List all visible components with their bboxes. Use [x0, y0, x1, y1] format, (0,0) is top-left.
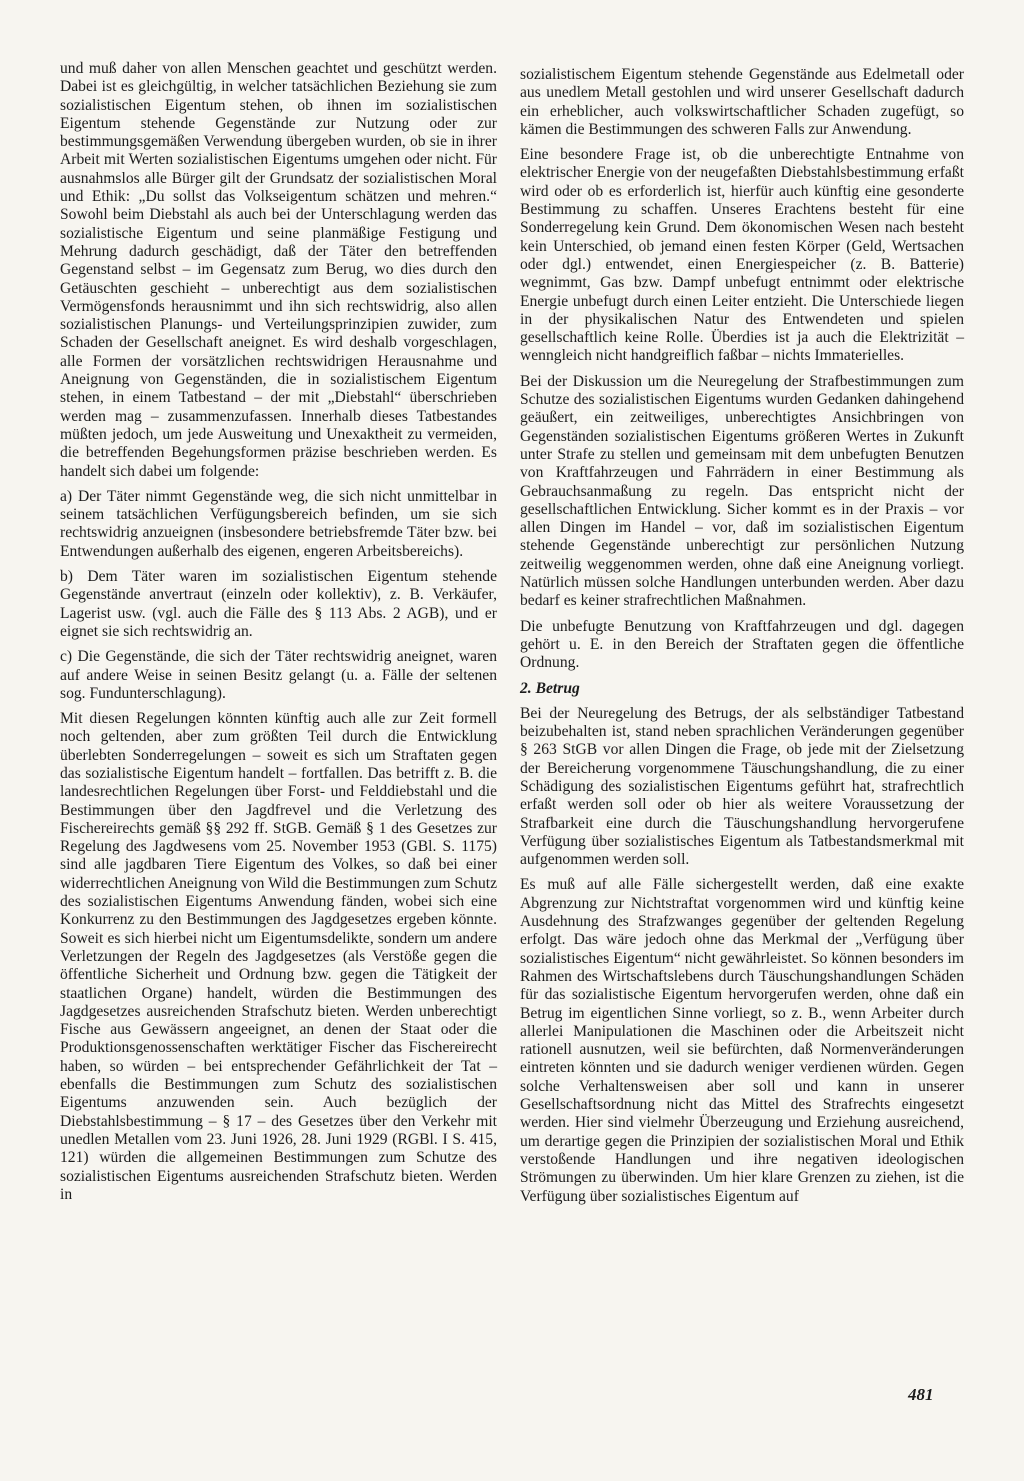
- paragraph: a) Der Täter nimmt Gegenstände weg, die sich nicht unmittelbar in seinem tatsächlichen Verfügungsbereich befinden, um sie sich rechtswidrig anzueignen (insbesondere betriebsfremde Täter bzw. bei Entwendungen außerhalb des eigenen, engeren Arbeitsbereichs).: [60, 487, 497, 560]
- paragraph: b) Dem Täter waren im sozialistischen Eigentum stehende Gegenstände anvertraut (einzeln oder kollektiv), z. B. Verkäufer, Lagerist usw. (vgl. auch die Fälle des § 113 Abs. 2 AGB), und er eignet sie sich rechtswidrig an.: [60, 568, 497, 640]
- right-column: [520, 66, 964, 1213]
- section-heading: 2. Betrug: [520, 679, 580, 697]
- paragraph: und muß daher von allen Menschen geachtet und geschützt werden. Dabei ist es gleichgültig, in welcher tatsächlichen Beziehung sie zum sozialistischen Eigentum stehen, ob ihnen im sozialistischen Eigentum stehende Gegenstände zur Nutzung oder zur bestimmungsgemäßen Verwendung übergeben wurden, ob sie in ihrer Arbeit mit Werten sozialistischen Eigentums umgehen oder nicht. Für ausnahmslos alle Bürger gilt der Grundsatz der sozialistischen Moral und Ethik: „Du sollst das Volkseigentum schätzen und mehren.“ Sowohl beim Diebstahl als auch bei der Unterschlagung werden das sozialistische Eigentum und seine planmäßige Festigung und Mehrung dadurch geschädigt, daß der Täter den betreffenden Gegenstand selbst – im Gegensatz zum Berug, wo dies durch den Getäuschten geschieht – unberechtigt aus dem sozialistischen Vermögensfonds herausnimmt und ihn sich rechtswidrig, also allen sozialistischen Planungs- und Verteilungsprinzipien zuwider, zum Schaden der Gesellschaft aneignet. Es wird deshalb vorgeschlagen, alle Formen der vorsätzlichen rechtswidrigen Herausnahme und Aneignung von Gegenständen, die in sozialistischem Eigentum stehen, in einem Tatbestand – der mit „Diebstahl“ überschrieben werden mag – zusammenzufassen. Innerhalb dieses Tatbestandes müßten jedoch, um jede Ausweitung und Unexaktheit zu vermeiden, die betreffenden Begehungsformen präzise beschrieben werden. Es handelt sich dabei um folgende:: [60, 60, 497, 480]
- paragraph: Bei der Diskussion um die Neuregelung der Strafbestimmungen zum Schutze des sozialistischen Eigentums wurden Gedanken dahingehend geäußert, ein zeitweiliges, unberechtigtes Ansichbringen von Gegenständen sozialistischen Eigentums größeren Wertes in Zukunft unter Strafe zu stellen und gemeinsam mit dem unbefugten Benutzen von Kraftfahrzeugen und Fahrrädern in einer Bestimmung als Gebrauchsanmaßung zu regeln. Das entspricht nicht der gesellschaftlichen Entwicklung. Sicher kommt es in der Praxis – vor allen Dingen im Handel – vor, daß im sozialistischen Eigentum stehende Gegenstände unberechtigt zur persönlichen Nutzung zeitweilig weggenommen werden, ohne daß eine Aneignung vorliegt. Natürlich müssen solche Handlungen unterbunden werden. Aber dazu bedarf es keiner strafrechtlichen Maßnahmen.: [520, 372, 964, 610]
- left-column: [60, 60, 497, 1211]
- paragraph: sozialistischem Eigentum stehende Gegenstände aus Edelmetall oder aus unedlem Metall gestohlen und wird unserer Gesellschaft dadurch ein erheblicher, auch volkswirtschaftlicher Schaden zugefügt, so kämen die Bestimmungen des schweren Falls zur Anwendung.: [520, 66, 964, 138]
- paragraph: Die unbefugte Benutzung von Kraftfahrzeugen und dgl. dagegen gehört u. E. in den Bereich der Straftaten gegen die öffentliche Ordnung.: [520, 617, 964, 672]
- paragraph: Bei der Neuregelung des Betrugs, der als selbständiger Tatbestand beizubehalten ist, stand neben sprachlichen Veränderungen gegenüber § 263 StGB vor allen Dingen die Frage, ob jede mit der Zielsetzung der Bereicherung vorgenommene Täuschungshandlung, die zu einer Schädigung des sozialistischen Eigentums geführt hat, strafrechtlich erfaßt werden soll oder ob hier als weitere Voraussetzung der Strafbarkeit eine durch die Täuschungshandlung hervorgerufene Verfügung über sozialistisches Eigentum als Tatbestandsmerkmal mit aufgenommen werden soll.: [520, 704, 964, 869]
- page-number: 481: [908, 1385, 934, 1404]
- paragraph: c) Die Gegenstände, die sich der Täter rechtswidrig aneignet, waren auf andere Weise in seinen Besitz gelangt (u. a. Fälle der seltenen sog. Fundunterschlagung).: [60, 648, 497, 702]
- paragraph: Mit diesen Regelungen könnten künftig auch alle zur Zeit formell noch geltenden, aber zum größten Teil durch die Entwicklung überlebten Sonderregelungen – soweit es sich um Straftaten gegen das sozialistische Eigentum handelt – fortfallen. Das betrifft z. B. die landesrechtlichen Regelungen über Forst- und Felddiebstahl und die Bestimmungen über den Jagdfrevel und die Verletzung des Fischereirechts gemäß §§ 292 ff. StGB. Gemäß § 1 des Gesetzes zur Regelung des Jagdwesens vom 25. November 1953 (GBl. S. 1175) sind alle jagdbaren Tiere Eigentum des Volkes, so daß bei einer widerrechtlichen Aneignung von Wild die Bestimmungen zum Schutz des sozialistischen Eigentums Anwendung fänden, wobei sich eine Konkurrenz zu den Bestimmungen des Jagdgesetzes ergeben könnte. Soweit es sich hierbei nicht um Eigentumsdelikte, sondern um andere Verletzungen der Regeln des Jagdgesetzes (als Verstöße gegen die öffentliche Sicherheit und Ordnung bzw. gegen die Tätigkeit der staatlichen Organe) handelt, würden die Bestimmungen des Jagdgesetzes ausreichenden Strafschutz bieten. Werden unberechtigt Fische aus Gewässern angeeignet, an denen der Staat oder die Produktionsgenossenschaften werktätiger Fischer das Fischereirecht haben, so würden – bei entsprechender Gefährlichkeit der Tat – ebenfalls die Bestimmungen zum Schutz des sozialistischen Eigentums anzuwenden sein. Auch bezüglich der Diebstahlsbestimmung – § 17 – des Gesetzes über den Verkehr mit unedlen Metallen vom 23. Juni 1926, 28. Juni 1929 (RGBl. I S. 415, 121) würden die allgemeinen Bestimmungen zum Schutze des sozialistischen Eigentums ausreichenden Strafschutz bieten. Werden in: [60, 710, 497, 1203]
- paragraph: Es muß auf alle Fälle sichergestellt werden, daß eine exakte Abgrenzung zur Nichtstraftat vorgenommen wird und künftig keine Ausdehnung des Strafzwanges gegenüber der geltenden Regelung erfolgt. Das wäre jedoch ohne das Merkmal der „Verfügung über sozialistisches Eigentum“ nicht gewährleistet. So können besonders im Rahmen des Wirtschaftslebens durch Täuschungshandlungen Schäden für das sozialistische Eigentum hervorgerufen werden, ohne daß ein Betrug im eigentlichen Sinne vorliegt, so z. B., wenn Arbeiter durch allerlei Manipulationen die Maschinen oder die Arbeitszeit nicht rationell ausnutzen, weil sie befürchten, daß Normenveränderungen eintreten könnten und sie dadurch weniger verdienen würden. Gegen solche Verhaltensweisen aber soll und kann in unserer Gesellschaftsordnung nicht das Mittel des Strafrechts eingesetzt werden. Hier sind vielmehr Überzeugung und Erziehung ausreichend, um derartige gegen die Prinzipien der sozialistischen Moral und Ethik verstoßende Handlungen und ihre negativen ideologischen Strömungen zu überwinden. Um hier klare Grenzen zu ziehen, ist die Verfügung über sozialistisches Eigentum auf: [520, 876, 964, 1205]
- paragraph: Eine besondere Frage ist, ob die unberechtigte Entnahme von elektrischer Energie von der neugefaßten Diebstahlsbestimmung erfaßt wird oder ob es erforderlich ist, hierfür auch künftig eine gesonderte Bestimmung zu schaffen. Unseres Erachtens besteht für eine Sonderregelung kein Grund. Dem ökonomischen Wesen nach besteht kein Unterschied, ob jemand einen festen Körper (Geld, Wertsachen oder dgl.) entwendet, einen Energiespeicher (z. B. Batterie) wegnimmt, Gas bzw. Dampf unbefugt entnimmt oder elektrische Energie unbefugt durch einen Leiter entzieht. Die Unterschiede liegen in der physikalischen Natur des Entwendeten und spielen gesellschaftlich keine Rolle. Überdies ist ja auch die Elektrizität – wenngleich nicht handgreiflich faßbar – nichts Immaterielles.: [520, 146, 964, 365]
